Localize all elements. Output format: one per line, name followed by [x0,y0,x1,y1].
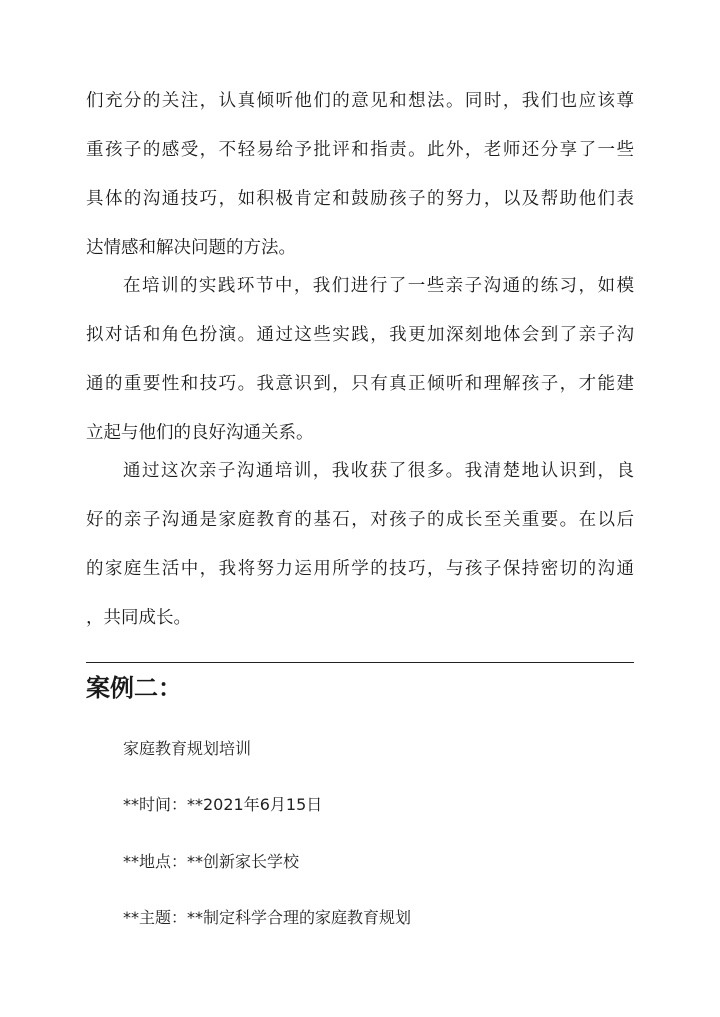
meta-time: **时间：**2021年6月15日 [123,795,323,814]
text-line: 们充分的关注，认真倾听他们的意见和想法。同时，我们也应该尊 [86,91,634,111]
meta-topic: **主题：**制定科学合理的家庭教育规划 [123,908,412,927]
text-line: 通过这次亲子沟通培训，我收获了很多。我清楚地认识到，良 [123,461,634,481]
section-title: 家庭教育规划培训 [123,739,252,758]
text-line: 好的亲子沟通是家庭教育的基石，对孩子的成长至关重要。在以后 [86,510,634,530]
text-line: 立起与他们的良好沟通关系。 [86,423,314,443]
text-line: 拟对话和角色扮演。通过这些实践，我更加深刻地体会到了亲子沟 [86,325,634,345]
section-divider [86,662,634,663]
paragraph-3 [86,447,634,643]
text-line: 通的重要性和技巧。我意识到，只有真正倾听和理解孩子，才能建 [86,374,634,394]
section-heading: 案例二： [86,674,182,702]
text-line: 在培训的实践环节中，我们进行了一些亲子沟通的练习，如模 [123,276,634,296]
text-line: 重孩子的感受，不轻易给予批评和指责。此外，老师还分享了一些 [86,140,634,160]
text-line: ，共同成长。 [86,608,191,628]
text-line: 具体的沟通技巧，如积极肯定和鼓励孩子的努力，以及帮助他们表 [86,189,634,209]
meta-place: **地点：**创新家长学校 [123,852,300,871]
paragraph-1 [86,77,634,273]
text-line: 的家庭生活中，我将努力运用所学的技巧，与孩子保持密切的沟通 [86,559,634,579]
text-line: 达情感和解决问题的方法。 [86,238,296,258]
paragraph-2 [86,262,634,458]
